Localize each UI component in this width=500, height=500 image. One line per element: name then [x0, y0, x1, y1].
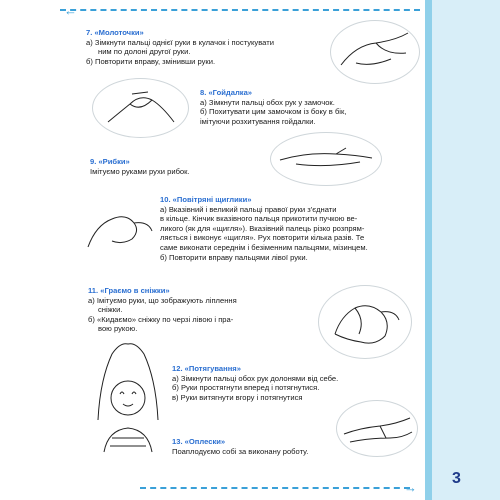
hands-hammer-illustration [336, 25, 416, 80]
hands-swing-illustration [100, 82, 182, 132]
exercise-line: в кільце. Кінчик вказівного пальця прикотити пучкою ве- [160, 214, 358, 224]
exercise-title: 12. «Потягування» [172, 364, 241, 373]
exercise-7 [86, 28, 336, 66]
exercise-title: 7. «Молоточки» [86, 28, 144, 37]
side-decorative-inner [432, 0, 500, 500]
exercise-title: 10. «Повітряні щиглики» [160, 195, 252, 204]
exercise-8 [200, 88, 400, 126]
hands-snowball-illustration [325, 290, 405, 352]
exercise-line: ляється і виконує «щигля». Рух повторити кілька разів. Те [160, 233, 365, 243]
exercise-line: а) Зімкнути пальці обох рук долонями від себе. [172, 373, 339, 383]
exercise-line: саме виконати середнім і безіменним пальцями, мізинцем. [160, 242, 368, 252]
hands-fish-illustration [276, 138, 376, 178]
exercise-title: 13. «Оплески» [172, 437, 226, 446]
exercise-line: ним по долоні другої руки. [98, 47, 191, 57]
exercise-line: а) Зімкнути пальці однієї руки в кулачок і постукувати [86, 37, 274, 47]
arrow-right-icon: → [404, 480, 417, 495]
exercise-line: б) Похитувати цим замочком із боку в бік, [200, 107, 347, 117]
exercise-10 [160, 195, 422, 262]
exercise-line: б) Повторити вправу пальцями лівої руки. [160, 252, 308, 262]
hand-flick-illustration [82, 205, 157, 255]
exercise-line: вою рукою. [98, 324, 138, 334]
exercise-line: а) Імітуємо руки, що зображують ліплення [88, 295, 237, 305]
hands-clap-illustration [340, 404, 415, 452]
top-dashed-rule [60, 9, 420, 11]
page-number: 3 [452, 470, 461, 487]
exercise-title: 9. «Рибки» [90, 157, 130, 166]
exercise-line: б) Повторити вправу, змінивши руки. [86, 56, 216, 66]
exercise-line: б) «Кидаємо» сніжку по черзі лівою і пра- [88, 314, 234, 324]
exercise-line: Поаплодуємо собі за виконану роботу. [172, 446, 309, 456]
exercise-title: 8. «Гойдалка» [200, 88, 253, 97]
exercise-line: імітуючи розхитування гойдалки. [200, 116, 316, 126]
exercise-9 [90, 157, 240, 176]
exercise-line: а) Вказівний і великий пальці правої руки з'єднати [160, 204, 337, 214]
exercise-line: Імітуємо руками рухи рибок. [90, 166, 190, 176]
exercise-11 [88, 286, 288, 334]
exercise-12 [172, 364, 402, 402]
exercise-line: в) Руки витягнути вгору і потягнутися [172, 392, 303, 402]
exercise-line: ликого (як для «щигля»). Вказівний палець різко розпрям- [160, 223, 365, 233]
exercise-line: б) Руки простягнути вперед і потягнутися. [172, 383, 320, 393]
arrow-left-icon: ← [64, 3, 77, 18]
exercise-line: сніжки. [98, 305, 123, 315]
child-stretching-illustration [88, 340, 168, 455]
bottom-dashed-rule [140, 487, 410, 489]
exercise-title: 11. «Граємо в сніжки» [88, 286, 170, 295]
exercise-line: а) Зімкнути пальці обох рук у замочок. [200, 97, 335, 107]
